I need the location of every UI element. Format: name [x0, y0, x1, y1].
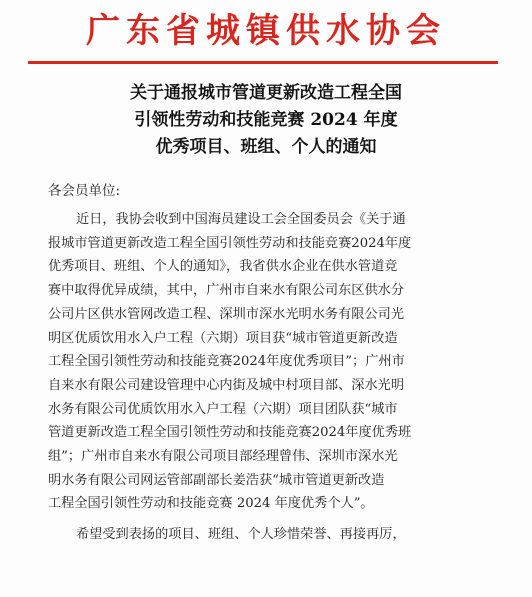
notice-title-line: 优秀项目、班组、个人的通知	[155, 137, 377, 157]
notice-title-line: 关于通报城市管道更新改造工程全国	[130, 83, 402, 103]
notice-body	[48, 208, 500, 547]
body-line: 组”；广州市自来水有限公司项目部经理曾伟、深圳市深水光	[48, 449, 398, 465]
body-line: 水务有限公司优质饮用水入户工程（六期）项目团队获“城市	[48, 401, 398, 417]
salutation: 各会员单位:	[48, 183, 121, 199]
letterhead-org-name: 广东省城镇供水协会	[86, 11, 446, 51]
body-line: 公司片区供水管网改造工程、深圳市深水光明水务有限公司光	[48, 306, 405, 322]
notice-title-line: 引领性劳动和技能竞赛 2024 年度	[134, 110, 398, 130]
body-line: 工程全国引领性劳动和技能竞赛2024年度优秀项目”；广州市	[48, 354, 405, 370]
notice-title	[0, 80, 532, 161]
paragraph-spacer	[48, 516, 500, 523]
body-line: 优秀项目、班组、个人的通知》，我省供水企业在供水管道竞	[48, 259, 398, 275]
body-line: 报城市管道更新改造工程全国引领性劳动和技能竞赛2024年度	[48, 235, 412, 251]
body-line: 明水务有限公司网运管部副部长姜浩获“城市管道更新改造	[48, 472, 385, 488]
letterhead-red-rule	[28, 61, 498, 64]
body-line: 管道更新改造工程全国引领性劳动和技能竞赛2024年度优秀班	[48, 425, 412, 441]
body-line: 近日，我协会收到中国海员建设工会全国委员会《关于通	[76, 212, 406, 227]
body-line: 希望受到表扬的项目、班组、个人珍惜荣誉、再接再厉，	[76, 527, 406, 543]
body-line: 自来水有限公司建设管理中心内街及城中村项目部、深水光明	[48, 377, 405, 393]
body-line: 明区优质饮用水入户工程（六期）项目获“城市管道更新改造	[48, 330, 398, 346]
body-line: 赛中取得优异成绩，其中，广州市自来水有限公司东区供水分	[48, 283, 405, 299]
body-line: 工程全国引领性劳动和技能竞赛 2024 年度优秀个人”。	[48, 496, 374, 512]
